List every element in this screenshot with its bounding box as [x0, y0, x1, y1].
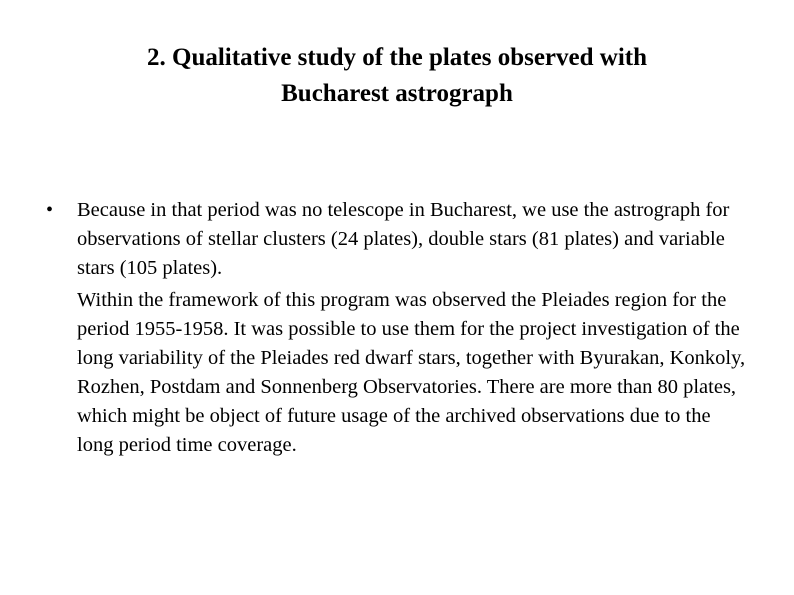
title-line-1: 2. Qualitative study of the plates observed with	[147, 44, 647, 71]
title-line-2: Bucharest astrograph	[281, 80, 513, 107]
slide-title	[60, 40, 734, 112]
bullet-icon: •	[46, 199, 54, 221]
paragraph-observations: Because in that period was no telescope in Bucharest, we use the astrograph for observations of stellar clusters (24 plates), double stars (81 plates) and variable stars (105 plates).	[77, 199, 730, 279]
paragraph-pleiades: Within the framework of this program was observed the Pleiades region for the period 1955-1958. It was possible to use them for the project investigation of the long variability of the Pleiades red dwarf stars, together with Byurakan, Konkoly, Rozhen, Postdam and Sonnenberg Observatories. There are more than 80 plates, which might be object of future usage of the archived observations due to the long period time coverage.	[77, 289, 746, 456]
bullet-item	[46, 196, 746, 460]
slide-body	[46, 196, 746, 460]
